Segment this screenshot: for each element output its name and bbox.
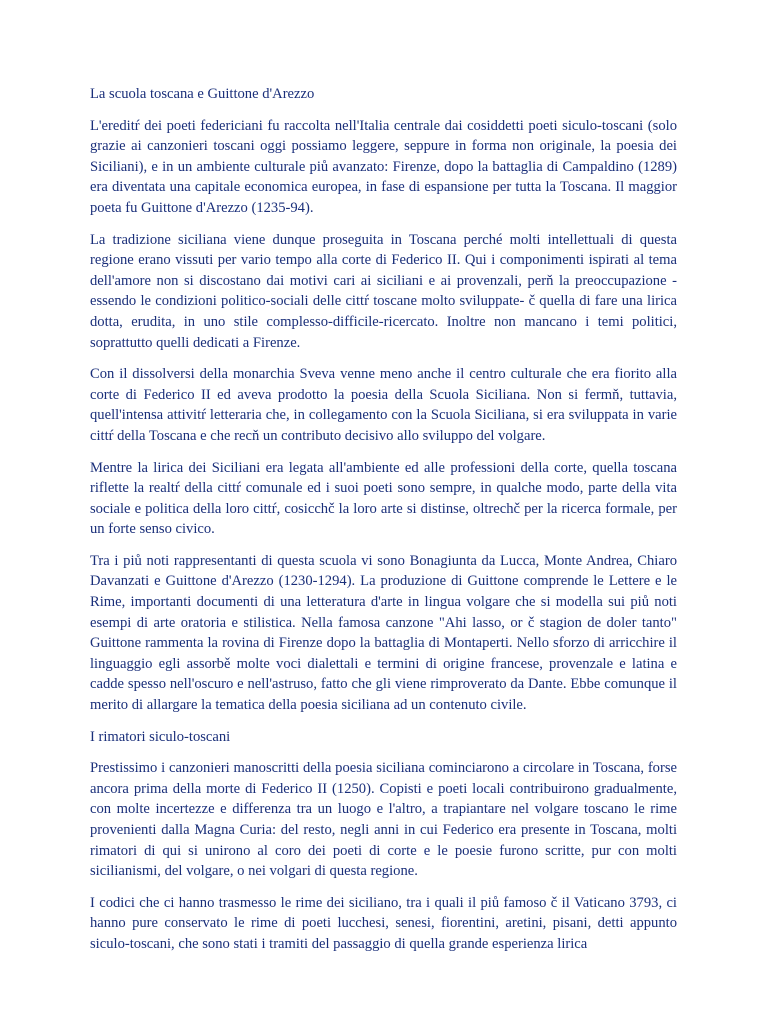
paragraph: Con il dissolversi della monarchia Sveva venne meno anche il centro culturale che era fiorito alla corte di Federico II ed aveva prodotto la poesia della Scuola Siciliana. Non si fermň, tuttavia, quell'intensa attivitŕ letteraria che, in collegamento con la Scuola Siciliana, si era sviluppata in varie cittŕ della Toscana e che recň un contributo decisivo allo sviluppo del volgare. — [90, 366, 677, 444]
paragraph: La tradizione siciliana viene dunque proseguita in Toscana perché molti intellettuali di questa regione erano vissuti per vario tempo alla corte di Federico II. Qui i componimenti ispirati al tema dell'amore non si discostano dai motivi cari ai siciliani e ai provenzali, perň la preoccupazione -essendo le condizioni politico-sociali delle cittŕ toscane molto sviluppate- č quella di fare una lirica dotta, erudita, in uno stile complesso-difficile-ricercato. Inoltre non mancano i temi politici, soprattutto quelli dedicati a Firenze. — [90, 231, 677, 351]
paragraph: I codici che ci hanno trasmesso le rime dei siciliano, tra i quali il piů famoso č il Vaticano 3793, ci hanno pure conservato le rime di poeti lucchesi, senesi, fiorentini, aretini, pisani, detti appunto siculo-toscani, che sono stati i tramiti del passaggio di quella grande esperienza lirica — [90, 894, 677, 952]
paragraph: Prestissimo i canzonieri manoscritti della poesia siciliana cominciarono a circolare in Toscana, forse ancora prima della morte di Federico II (1250). Copisti e poeti locali contribuirono gradualmente, con molte incertezze e differenza tra un luogo e l'altro, a trapiantare nel volgare toscano le rime provenienti dalla Magna Curia: del resto, negli anni in cui Federico era presente in Toscana, molti rimatori di qui si unirono al coro dei poeti di corte e le poesie furono scritte, pur con molti sicilianismi, del volgare, o nei volgari di questa regione. — [90, 760, 677, 880]
paragraph: Mentre la lirica dei Siciliani era legata all'ambiente ed alle professioni della corte, quella toscana riflette la realtŕ della cittŕ comunale ed i suoi poeti sono sempre, in qualche modo, parte della vita sociale e politica della loro cittŕ, cosicchč la loro arte si distinse, oltrechč per la ricerca formale, per un forte senso civico. — [90, 459, 677, 538]
section-title: La scuola toscana e Guittone d'Arezzo — [90, 86, 315, 102]
paragraph: Tra i piů noti rappresentanti di questa scuola vi sono Bonagiunta da Lucca, Monte Andrea, Chiaro Davanzati e Guittone d'Arezzo (1230-1294). La produzione di Guittone comprende le Lettere e le Rime, importanti documenti di una letteratura d'arte in lingua volgare che si modella sui piů noti esempi di arte oratoria e stilistica. Nella famosa canzone "Ahi lasso, or č stagion de doler tanto" Guittone rammenta la rovina di Firenze dopo la battaglia di Montaperti. Nello sforzo di arricchire il linguaggio egli assorbě molte voci dialettali e termini di origine francese, provenzale e latina e cadde spesso nell'oscuro e nell'astruso, fatto che gli viene rimproverato da Dante. Ebbe comunque il merito di allargare la tematica della poesia siciliana ad un contenuto civile. — [90, 552, 677, 714]
section-title: I rimatori siculo-toscani — [90, 728, 231, 745]
document-body — [90, 84, 677, 955]
paragraph: L'ereditŕ dei poeti federiciani fu raccolta nell'Italia centrale dai cosiddetti poeti siculo-toscani (solo grazie ai canzonieri toscani oggi possiamo leggere, seppure in forma non originale, la poesia dei Siciliani), e in un ambiente culturale piů avanzato: Firenze, dopo la battaglia di Campaldino (1289) era diventata una capitale economica europea, in fase di espansione per tutta la Toscana. Il maggior poeta fu Guittone d'Arezzo (1235-94). — [90, 117, 677, 216]
